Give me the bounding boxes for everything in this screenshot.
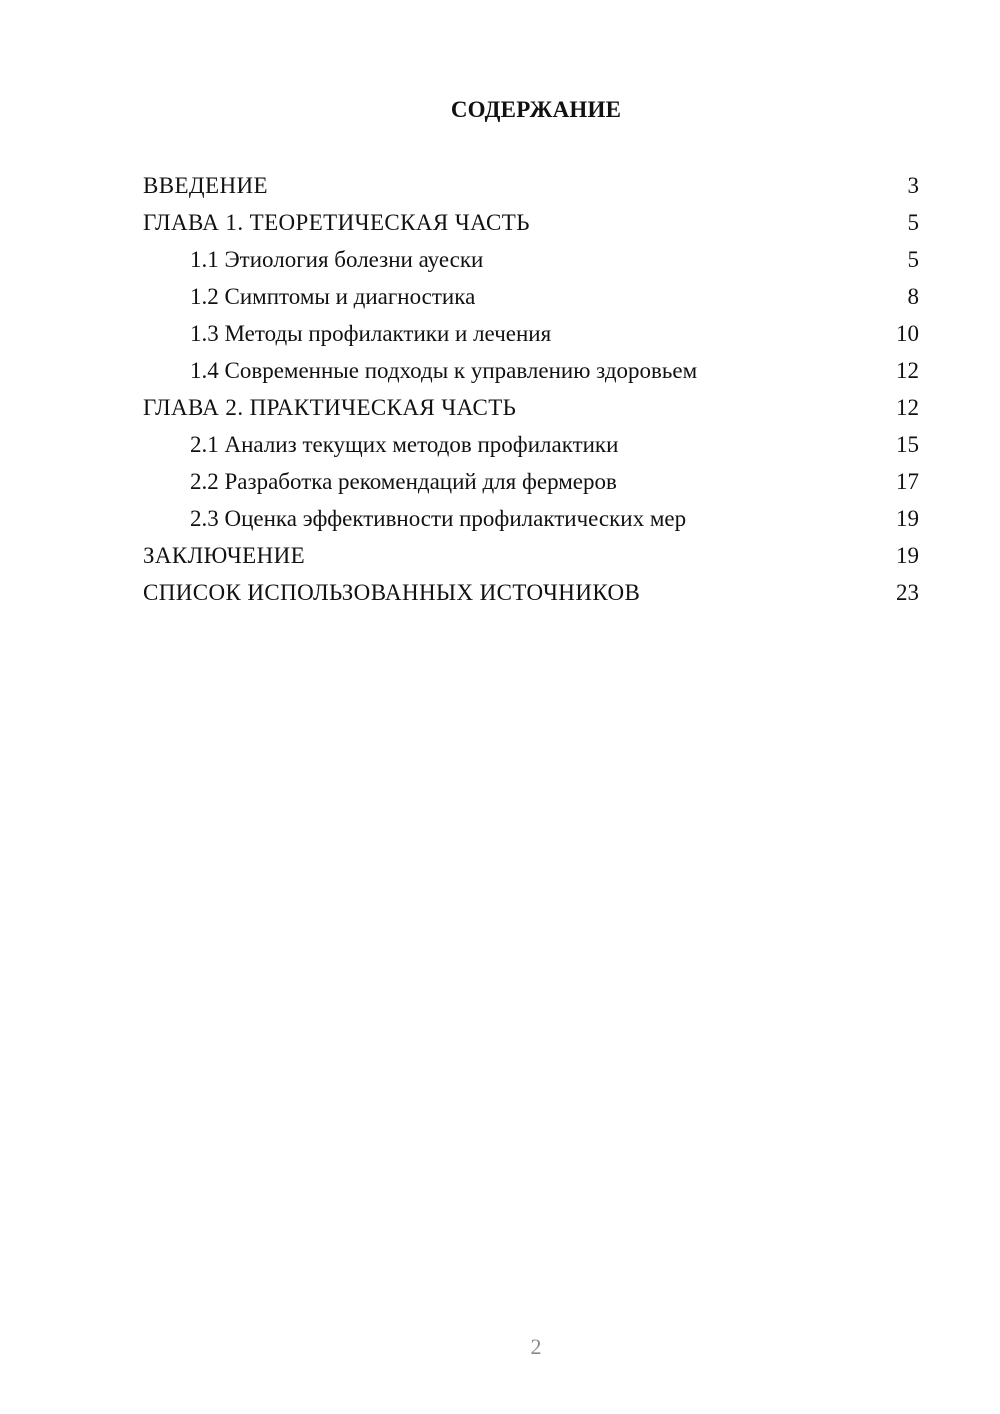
toc-entry-page: 5	[907, 247, 919, 272]
toc-entry-label: СПИСОК ИСПОЛЬЗОВАННЫХ ИСТОЧНИКОВ	[143, 580, 641, 605]
toc-entry-label: 1.3 Методы профилактики и лечения	[190, 321, 552, 346]
toc-entry-page: 8	[907, 284, 919, 309]
toc-entry-label: 2.2 Разработка рекомендаций для фермеров	[190, 469, 617, 494]
toc-entry	[143, 463, 919, 500]
toc-entry-label: 1.4 Современные подходы к управлению здоровьем	[190, 358, 698, 383]
toc-entry	[143, 574, 919, 611]
toc-title: СОДЕРЖАНИЕ	[450, 97, 622, 122]
toc-entry-page: 3	[907, 173, 919, 198]
toc-entry-label: ГЛАВА 2. ПРАКТИЧЕСКАЯ ЧАСТЬ	[143, 395, 517, 420]
toc-entry	[143, 204, 919, 241]
toc-entry-page: 23	[896, 580, 919, 605]
toc-entry-page: 5	[907, 210, 919, 235]
toc-entry-page: 19	[896, 543, 919, 568]
toc-entry	[143, 500, 919, 537]
toc-entry	[143, 537, 919, 574]
toc-entry-label: ВВЕДЕНИЕ	[143, 173, 268, 198]
toc-entry-page: 10	[896, 321, 919, 346]
toc-entry	[143, 315, 919, 352]
page-number: 2	[530, 1334, 542, 1359]
toc-entry-label: ГЛАВА 1. ТЕОРЕТИЧЕСКАЯ ЧАСТЬ	[143, 210, 530, 235]
toc-entry	[143, 389, 919, 426]
toc-entry-page: 17	[896, 469, 919, 494]
toc-entry-label: 2.3 Оценка эффективности профилактических мер	[190, 506, 687, 531]
toc-entry-page: 15	[896, 432, 919, 457]
toc-entry-label: 2.1 Анализ текущих методов профилактики	[190, 432, 619, 457]
toc-entry-page: 19	[896, 506, 919, 531]
toc-entry	[143, 167, 919, 204]
table-of-contents	[143, 167, 919, 611]
toc-entry	[143, 352, 919, 389]
toc-entry	[143, 278, 919, 315]
toc-entry-label: 1.1 Этиология болезни ауески	[190, 247, 484, 272]
toc-entry	[143, 426, 919, 463]
toc-entry-page: 12	[896, 395, 919, 420]
toc-entry-label: 1.2 Симптомы и диагностика	[190, 284, 476, 309]
toc-entry-label: ЗАКЛЮЧЕНИЕ	[143, 543, 306, 568]
toc-entry-page: 12	[896, 358, 919, 383]
toc-entry	[143, 241, 919, 278]
